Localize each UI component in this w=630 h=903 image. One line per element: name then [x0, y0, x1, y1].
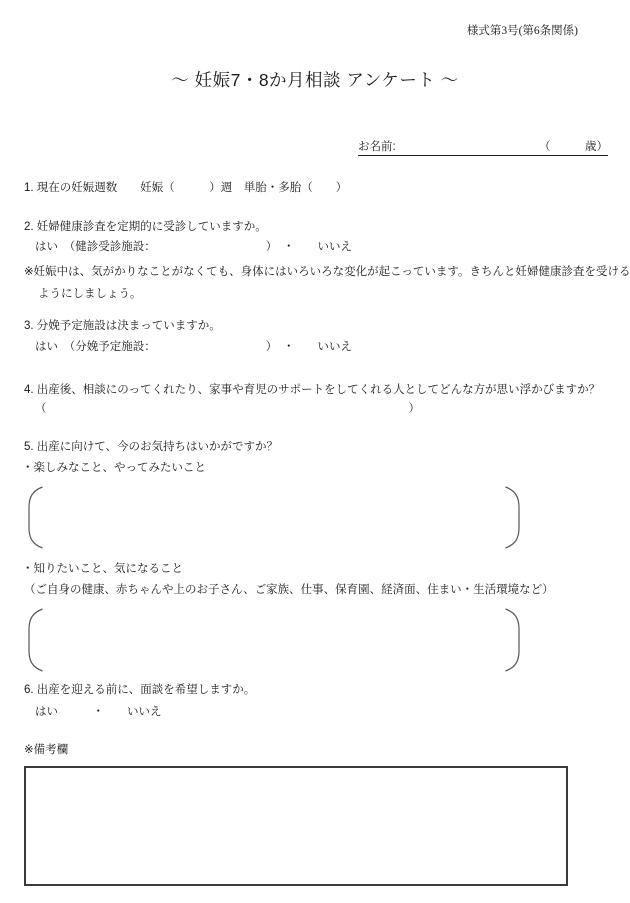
question-5-sub2: ・知りたいこと、気になること	[22, 563, 183, 575]
question-1: 1. 現在の妊娠週数 妊娠（ ）週 単胎・多胎（ ）	[24, 182, 348, 194]
left-bracket-icon	[26, 486, 46, 549]
name-label: お名前:	[358, 141, 396, 153]
page-title: ～ 妊娠7・8か月相談 アンケート ～	[171, 70, 459, 90]
question-4-blank	[35, 402, 420, 417]
question-4-blank-close: ）	[408, 403, 420, 415]
age-blank: （ 歳）	[539, 141, 608, 153]
question-5: 5. 出産に向けて、今のお気持ちはいかがですか？	[24, 441, 279, 453]
question-3-answer-open: はい （分娩予定施設：	[35, 341, 156, 353]
question-2-note-line1: ※妊娠中は、気がかりなことがなくても、身体にはいろいろな変化が起こっています。きちんと妊婦健康診査を受ける	[24, 266, 630, 278]
question-3-answer	[35, 340, 352, 355]
form-number: 様式第3号(第6条関係)	[466, 25, 578, 37]
question-2-answer-close: ） ・ いいえ	[265, 241, 352, 253]
question-2-answer-open: はい （健診受診施設：	[35, 241, 156, 253]
remarks-box	[24, 766, 568, 886]
question-6: 6. 出産を迎える前に、面談を希望しますか。	[24, 684, 256, 696]
question-4: 4. 出産後、相談にのってくれたり、家事や育児のサポートをしてくれる人としてどんな方が思い浮かびますか？	[24, 384, 601, 396]
question-5-sub1: ・楽しみなこと、やってみたいこと	[22, 462, 206, 474]
question-4-blank-open: （	[35, 403, 47, 415]
left-bracket-icon	[26, 608, 46, 672]
remarks-label: ※備考欄	[24, 744, 69, 756]
question-2: 2. 妊婦健康診査を定期的に受診していますか。	[24, 221, 267, 233]
name-field	[358, 139, 608, 156]
question-2-note-line2: ようにしましょう。	[38, 288, 142, 300]
answer-area-fun-things	[26, 486, 522, 549]
right-bracket-icon	[502, 608, 522, 672]
answer-area-concerns	[26, 608, 522, 672]
question-3: 3. 分娩予定施設は決まっていますか。	[24, 320, 221, 332]
right-bracket-icon	[502, 486, 522, 549]
question-3-answer-close: ） ・ いいえ	[265, 341, 352, 353]
question-6-answer: はい ・ いいえ	[35, 706, 162, 718]
question-2-answer	[35, 240, 352, 255]
question-5-sub2-hint: （ご自身の健康、赤ちゃんや上のお子さん、ご家族、仕事、保育園、経済面、住まい・生活環境など）	[24, 584, 554, 596]
